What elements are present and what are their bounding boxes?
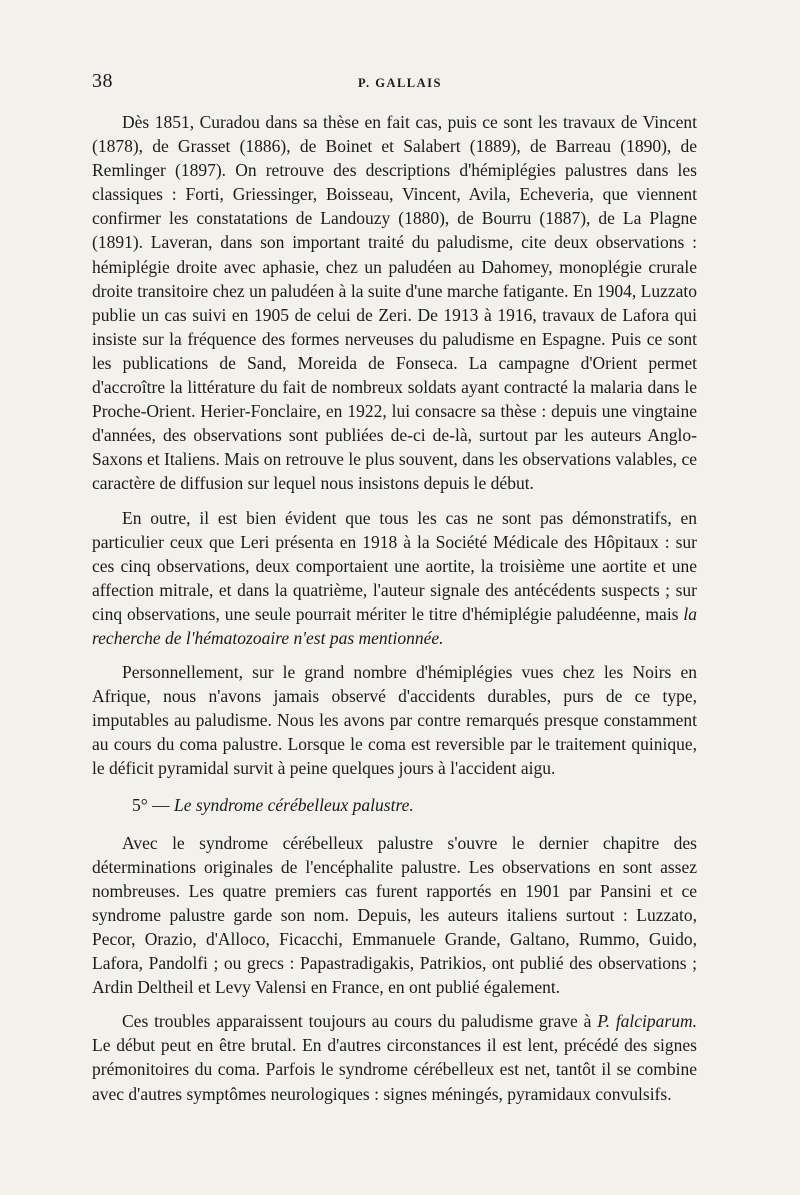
- paragraph-leri-observations: [92, 506, 697, 651]
- section-title: Le syndrome cérébelleux palustre.: [174, 794, 414, 815]
- italic-text: la recherche de l'hématozoaire n'est pas mentionnée.: [92, 603, 697, 648]
- section-heading: [92, 793, 697, 817]
- paragraph-troubles: [92, 1009, 697, 1105]
- running-head: P. GALLAIS: [357, 76, 442, 90]
- paragraph-text: En outre, il est bien évident que tous les cas ne sont pas démonstratifs, en particulier ceux que Leri présenta en 1918 à la Société Médicale des Hôpitaux : sur ces cinq observations, deux comportaient une aortite, la troisième une aortite et une affection mitrale, et dans la quatrième, l'auteur signale des antécédents suspects ; sur cinq observations, une seule pourrait mériter le titre d'hémiplégie paludéenne, mais: [92, 507, 697, 624]
- paragraph-text: Le début peut en être brutal. En d'autres circonstances il est lent, précédé des signes prémonitoires du coma. Parfois le syndrome cérébelleux est net, tantôt il se combine avec d'autres symptômes neurologiques : signes méningés, pyramidaux convulsifs.: [92, 1035, 697, 1104]
- paragraph-text: Ces troubles apparaissent toujours au cours du paludisme grave à: [122, 1011, 598, 1032]
- page-number: 38: [92, 70, 113, 92]
- italic-species: P. falciparum.: [597, 1011, 697, 1032]
- paragraph-cerebellar-syndrome: Avec le syndrome cérébelleux palustre s'ouvre le dernier chapitre des déterminations originales de l'encéphalite palustre. Les observations en sont assez nombreuses. Les quatre premiers cas furent rapportés en 1901 par Pansini et ce syndrome palustre garde son nom. Depuis, les auteurs italiens surtout : Luzzato, Pecor, Orazio, d'Alloco, Ficacchi, Emmanuele Grande, Galtano, Rummo, Guido, Lafora, Pandolfi ; ou grecs : Papastradigakis, Patrikios, ont publié des observations ; Ardin Deltheil et Levy Valensi en France, en ont publié également.: [92, 832, 697, 998]
- section-number: 5° —: [132, 794, 174, 815]
- paragraph-history: Dès 1851, Curadou dans sa thèse en fait cas, puis ce sont les travaux de Vincent (1878), de Grasset (1886), de Boinet et Salabert (1889), de Barreau (1890), de Remlinger (1897). On retrouve des descriptions d'hémiplégies palustres dans les classiques : Forti, Griessinger, Boisseau, Vincent, Avila, Echeveria, que viennent confirmer les constatations de Landouzy (1880), de Bourru (1887), de La Plagne (1891). Laveran, dans son important traité du paludisme, cite deux observations : hémiplégie droite avec aphasie, chez un paludéen au Dahomey, monoplégie crurale droite transitoire chez un paludéen à la suite d'une marche fatigante. En 1904, Luzzato publie un cas suivi en 1905 de celui de Zeri. De 1913 à 1916, travaux de Lafora qui insiste sur la fréquence des formes nerveuses du paludisme en Espagne. Puis ce sont les publications de Sand, Moreida de Fonseca. La campagne d'Orient permet d'accroître la littérature du fait de nombreux soldats ayant contracté la malaria dans le Proche-Orient. Herier-Fonclaire, en 1922, lui consacre sa thèse : depuis une vingtaine d'années, des observations sont publiées de-ci de-là, surtout par les auteurs Anglo-Saxons et Italiens. Mais on retrouve le plus souvent, dans les observations valables, ce caractère de diffusion sur lequel nous insistons depuis le début.: [92, 112, 697, 494]
- page-body: [92, 110, 697, 1116]
- paragraph-personal-observations: Personnellement, sur le grand nombre d'hémiplégies vues chez les Noirs en Afrique, nous n'avons jamais observé d'accidents durables, purs de ce type, imputables au paludisme. Nous les avons par contre remarqués presque constamment au cours du coma palustre. Lorsque le coma est reversible par le traitement quinique, le déficit pyramidal survit à peine quelques jours à l'accident aigu.: [92, 662, 697, 779]
